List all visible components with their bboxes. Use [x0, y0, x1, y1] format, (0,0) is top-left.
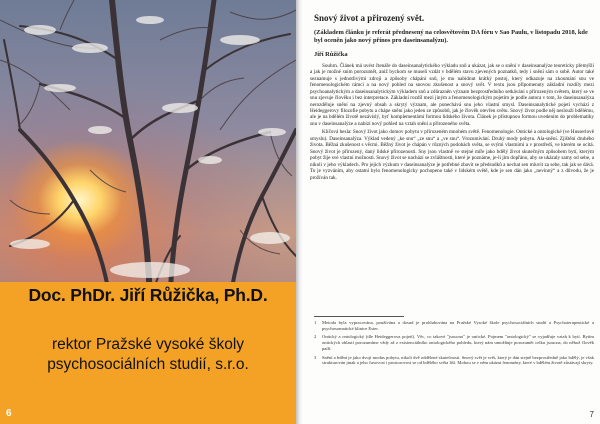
footnote-number: 1 — [314, 320, 317, 325]
article — [310, 13, 594, 181]
paragraph-summary: Souhrn. Článek má uvést čtenáře do daseinsanalytického výkladu snů a ukázat, jak se o snění v daseinsanalýze teoreticky přemýšlí a jak je možné sním porozumět, aniž bychom se museli vzdát v bdělém stavu zjevených poznatků, tedy i snění sám o sobě. Autor také seznamuje s jednotlivými zdroji a způsoby chápání snů, je mu nabídnut krátký postoj, který odkazuje na zkoumání snu ve fenomenologickém rámci a na nový pohled na snovou zkušenost a snový svět. V textu jsou připomenuty základní rozdíly mezi psychoanalytickým a daseinsanalytickým výkladem snů a zdůrazněn význam bezprostředního setkávání s přirozeným světem, který se ve snu zjevuje člověku i bez interpretace. Základní rozdíl mezi jiným a fenomenologickým pojetím je podle autora v tom, že daseinsanalýza nerozděluje snění na zjevný obsah a skrytý význam, ale ponechává snu jeho vlastní smysl. Daseinsanalytické pojetí vychází z Heideggerovy filozofie pobytu a chápe snění jako jeden ze způsobů, jak je člověk otevřen světu. Snový život podle něj neslouží bdělému, ale je na bdělém životě nezávislý, byť komplementární formou lidského života. Článek je přístupnou formou uvedením do problematiky snu v daseinsanalýze a nabízí nový pohled na vztah snění a přirozeného světa. — [310, 62, 594, 127]
page-number-right: 7 — [589, 410, 594, 419]
footnote-text: Ontický a ontologický (dle Heideggerova pojetí). Věc, co takové "jsoucno" je ontické. Pojmem "ontologický" se vyjadřuje vztah k bytí. Bytím ontických oblastí porozumíme vždy až z existenciálního ontologického pohledu, který nám umožňuje porozumět celku jsoucna, do něhož člověk patří. — [322, 334, 594, 351]
footnote — [314, 355, 594, 366]
footnote — [314, 320, 594, 331]
footnotes — [314, 320, 594, 369]
footnote-number: 2 — [314, 334, 317, 340]
author-role — [0, 335, 296, 375]
footnote-text: Snění a bdění je jako dvojí modus pobytu, nikoli dvě oddělené skutečnosti. Snový svět je svět, který je dán stejně bezprostředně jako bdělý, je však strukturován jinak a jeho časovost i prostorovost se od bdělého světa liší. Mohou se v něm ukázat fenomény, které v bdělém životě zůstávají skryty. — [322, 354, 594, 366]
author-role-line-1: rektor Pražské vysoké školy — [51, 336, 245, 353]
footnote — [314, 334, 594, 351]
article-body — [310, 63, 594, 181]
paragraph-keywords: Klíčová hesla: Snový život jako domov pobytu v přirozeném mnohém světě. Fenomenologie. Ontické a ontologické (ve Husserlově smyslu). Daseinsanalýza. Výklad vedený „ke snu“ „ze snu“ a „ve snu“. Vrozumívání. Druhý mody pobytu. Ala-snění. Zjištění druhého života. Běžná zkušenost s věcmi. Běžný život je chápán v různých podobách světa, se svými vlastními a v prostředí, ve kterém se ocitá. Snový život je přirozený, daný lidské přirozenosti. Sny jsou vlastně ve stejné míře jako bdělý život skutečným způsobem bytí, kterým pobyt žije své vlastní možnosti. Snový život se nachází se zvláštnosti, které je poznáme, je-li jim dopřáno, aby se ukázaly samy od sebe, a nikoli v jeho výkladech. Pro jejich výzkum v daseinsanalýze je potřebné zbavit se předsudků a nechat sen mluvit za sebe, tak jak se dává. To je vyzváním, aby ostatní bylo fenomenologicky pochopeno také v lidském světě, kde je sen dán jako „nevinný“ a z důvodu, že je prožíván tak. — [310, 129, 594, 181]
footnote-number: 3 — [314, 354, 317, 360]
book-gutter — [296, 0, 304, 424]
article-title: Snový život a přirozený svět. — [314, 13, 425, 23]
page-number-left: 6 — [6, 408, 12, 419]
author-role-line-2: psychosociálních studií, s.r.o. — [47, 356, 249, 373]
author-name: Doc. PhDr. Jiří Růžička, Ph.D. — [28, 285, 268, 305]
winter-sunset-photo — [0, 0, 296, 300]
right-page — [304, 0, 600, 424]
footnote-text: Metoda byla vypracována, používána a dosud je prohlubována na Pražské Vysoké škole psychosociálních studií a Psychoterapeutické a psychosomatické klinice Ester. — [322, 320, 594, 331]
left-page — [0, 0, 296, 424]
article-author: Jiří Růžička — [314, 50, 348, 58]
footnote-rule — [314, 316, 404, 317]
article-subtitle: (Základem článku je referát přednesený na celosvětovém DA fóru v Sao Paulu, v listopadu 2018, kde byl oceněn jako nový přínos pro daseinsanalýzu). — [314, 29, 588, 45]
